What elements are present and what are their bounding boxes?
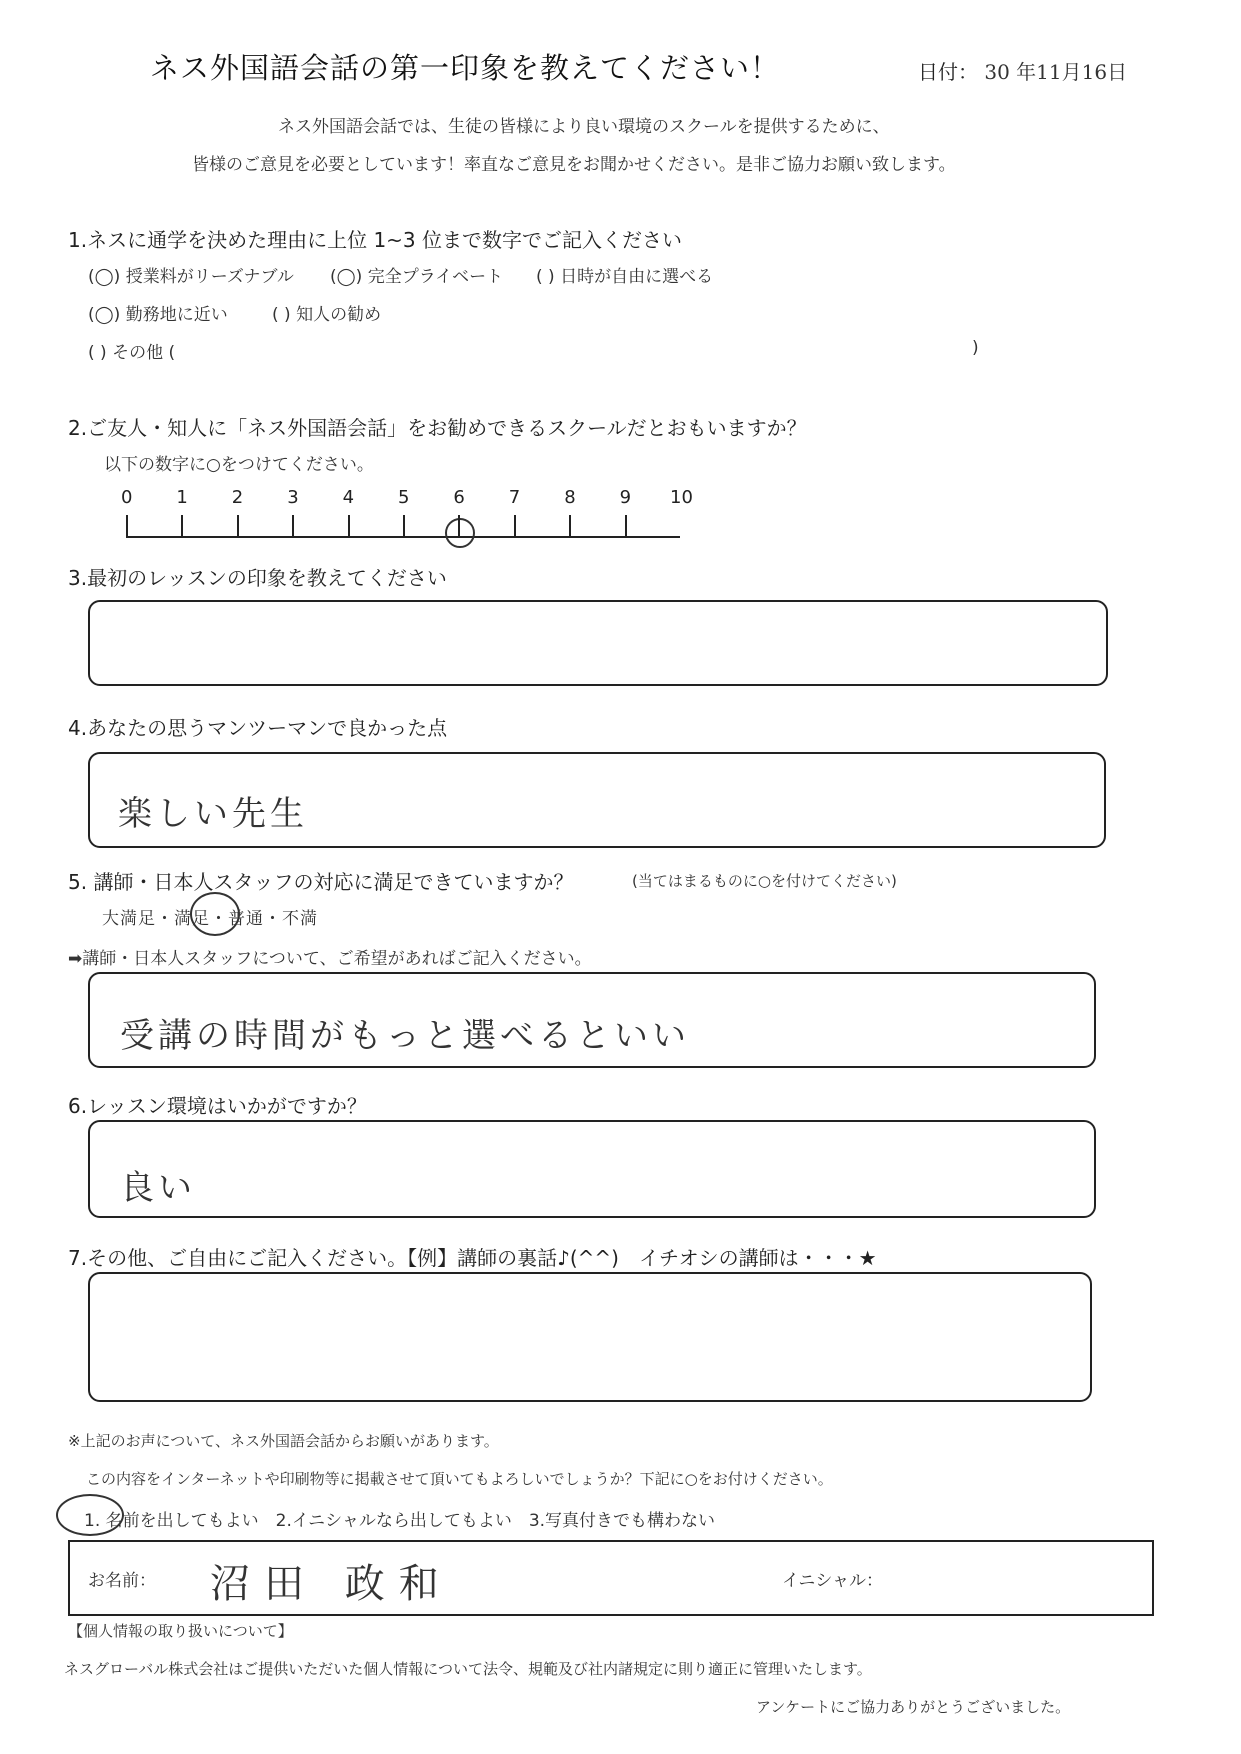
- q4-answer-box[interactable]: [88, 752, 1106, 848]
- initial-label: イニシャル：: [782, 1571, 883, 1591]
- scale-tick-1: [181, 515, 183, 537]
- q2-question: 2.ご友人・知人に「ネス外国語会話」をお勧めできるスクールだとおもいますか？: [68, 416, 807, 440]
- q4-answer: 楽しい先生: [118, 794, 308, 834]
- intro-line-1: ネス外国語会話では、生徒の皆様により良い環境のスクールを提供するために、: [278, 117, 890, 137]
- scale-tick-9: [625, 515, 627, 537]
- q5-note: (当てはまるものに○を付けてください): [632, 872, 897, 890]
- scale-number-6[interactable]: 6: [453, 487, 465, 508]
- scale-tick-0: [126, 515, 128, 537]
- scale-number-5[interactable]: 5: [398, 487, 410, 508]
- consent-question: この内容をインターネットや印刷物等に掲載させて頂いてもよろしいでしょうか？下記に○をお付けください。: [86, 1470, 833, 1488]
- q3-answer-box[interactable]: [88, 600, 1108, 686]
- scale-tick-7: [514, 515, 516, 537]
- privacy-heading: 【個人情報の取り扱いについて】: [68, 1622, 293, 1640]
- scale-tick-6: [458, 515, 460, 537]
- consent-selection-circle: [56, 1494, 124, 1536]
- q5-options[interactable]: 大満足・満足・普通・不満: [102, 909, 318, 929]
- q5-request-answer: 受講の時間がもっと選べるといい: [120, 1016, 690, 1056]
- scale-number-10[interactable]: 10: [670, 487, 693, 508]
- scale-number-8[interactable]: 8: [564, 487, 576, 508]
- date-value: 30 年11月16日: [984, 60, 1128, 84]
- consent-options[interactable]: 1. 名前を出してもよい 2.イニシャルなら出してもよい 3.写真付きでも構わない: [84, 1511, 716, 1531]
- q1-option-near-work[interactable]: (◯) 勤務地に近い: [88, 305, 228, 325]
- q5-question: 5. 講師・日本人スタッフの対応に満足できていますか？: [68, 870, 574, 894]
- q1-option-other-close: ): [972, 338, 979, 358]
- q2-instruction: 以下の数字に○をつけてください。: [104, 455, 374, 475]
- scale-selection-circle: [445, 518, 475, 548]
- q1-question: 1.ネスに通学を決めた理由に上位 1~3 位まで数字でご記入ください: [68, 228, 683, 252]
- privacy-text: ネスグローバル株式会社はご提供いただいた個人情報について法令、規範及び社内諸規定に則り適正に管理いたします。: [64, 1660, 872, 1678]
- q1-option-private[interactable]: (◯) 完全プライベート: [330, 267, 504, 287]
- scale-tick-4: [348, 515, 350, 537]
- q1-option-flexible-time[interactable]: ( ) 日時が自由に選べる: [536, 267, 714, 287]
- scale-tick-8: [569, 515, 571, 537]
- q3-question: 3.最初のレッスンの印象を教えてください: [68, 566, 447, 590]
- scale-tick-2: [237, 515, 239, 537]
- scale-tick-5: [403, 515, 405, 537]
- name-label: お名前：: [88, 1571, 156, 1591]
- scale-number-2[interactable]: 2: [231, 487, 244, 508]
- q6-question: 6.レッスン環境はいかがですか？: [68, 1094, 367, 1118]
- q7-answer-box[interactable]: [88, 1272, 1092, 1402]
- q5-request-box[interactable]: [88, 972, 1096, 1068]
- q6-answer-box[interactable]: [88, 1120, 1096, 1218]
- page-title: ネス外国語会話の第一印象を教えてください！: [150, 51, 781, 85]
- q4-question: 4.あなたの思うマンツーマンで良かった点: [68, 716, 448, 740]
- q7-question: 7.その他、ご自由にご記入ください。【例】講師の裏話♪(^^) イチオシの講師は・・・★: [68, 1246, 877, 1270]
- name-value[interactable]: 沼田 政和: [210, 1561, 453, 1607]
- date-field: [918, 56, 1127, 85]
- scale-number-7[interactable]: 7: [508, 487, 521, 508]
- q5-request-prompt: ➡講師・日本人スタッフについて、ご希望があればご記入ください。: [68, 949, 592, 969]
- q1-option-reasonable[interactable]: (◯) 授業料がリーズナブル: [88, 267, 294, 287]
- date-label: 日付：: [918, 60, 978, 84]
- intro-line-2: 皆様のご意見を必要としています！率直なご意見をお聞かせください。是非ご協力お願い致します。: [192, 155, 956, 175]
- scale-number-4[interactable]: 4: [342, 487, 355, 508]
- scale-number-0[interactable]: 0: [121, 487, 133, 508]
- q6-answer: 良い: [120, 1168, 196, 1208]
- scale-tick-3: [292, 515, 294, 537]
- scale-number-9[interactable]: 9: [619, 487, 632, 508]
- q1-option-other[interactable]: ( ) その他 (: [88, 343, 176, 363]
- name-box: [68, 1540, 1154, 1616]
- scale-number-1[interactable]: 1: [176, 487, 188, 508]
- thanks-message: アンケートにご協力ありがとうございました。: [756, 1698, 1071, 1716]
- q1-option-referral[interactable]: ( ) 知人の勧め: [272, 305, 382, 325]
- consent-note: ※上記のお声について、ネス外国語会話からお願いがあります。: [68, 1432, 499, 1450]
- q5-selection-circle: [190, 892, 240, 936]
- scale-number-3[interactable]: 3: [287, 487, 299, 508]
